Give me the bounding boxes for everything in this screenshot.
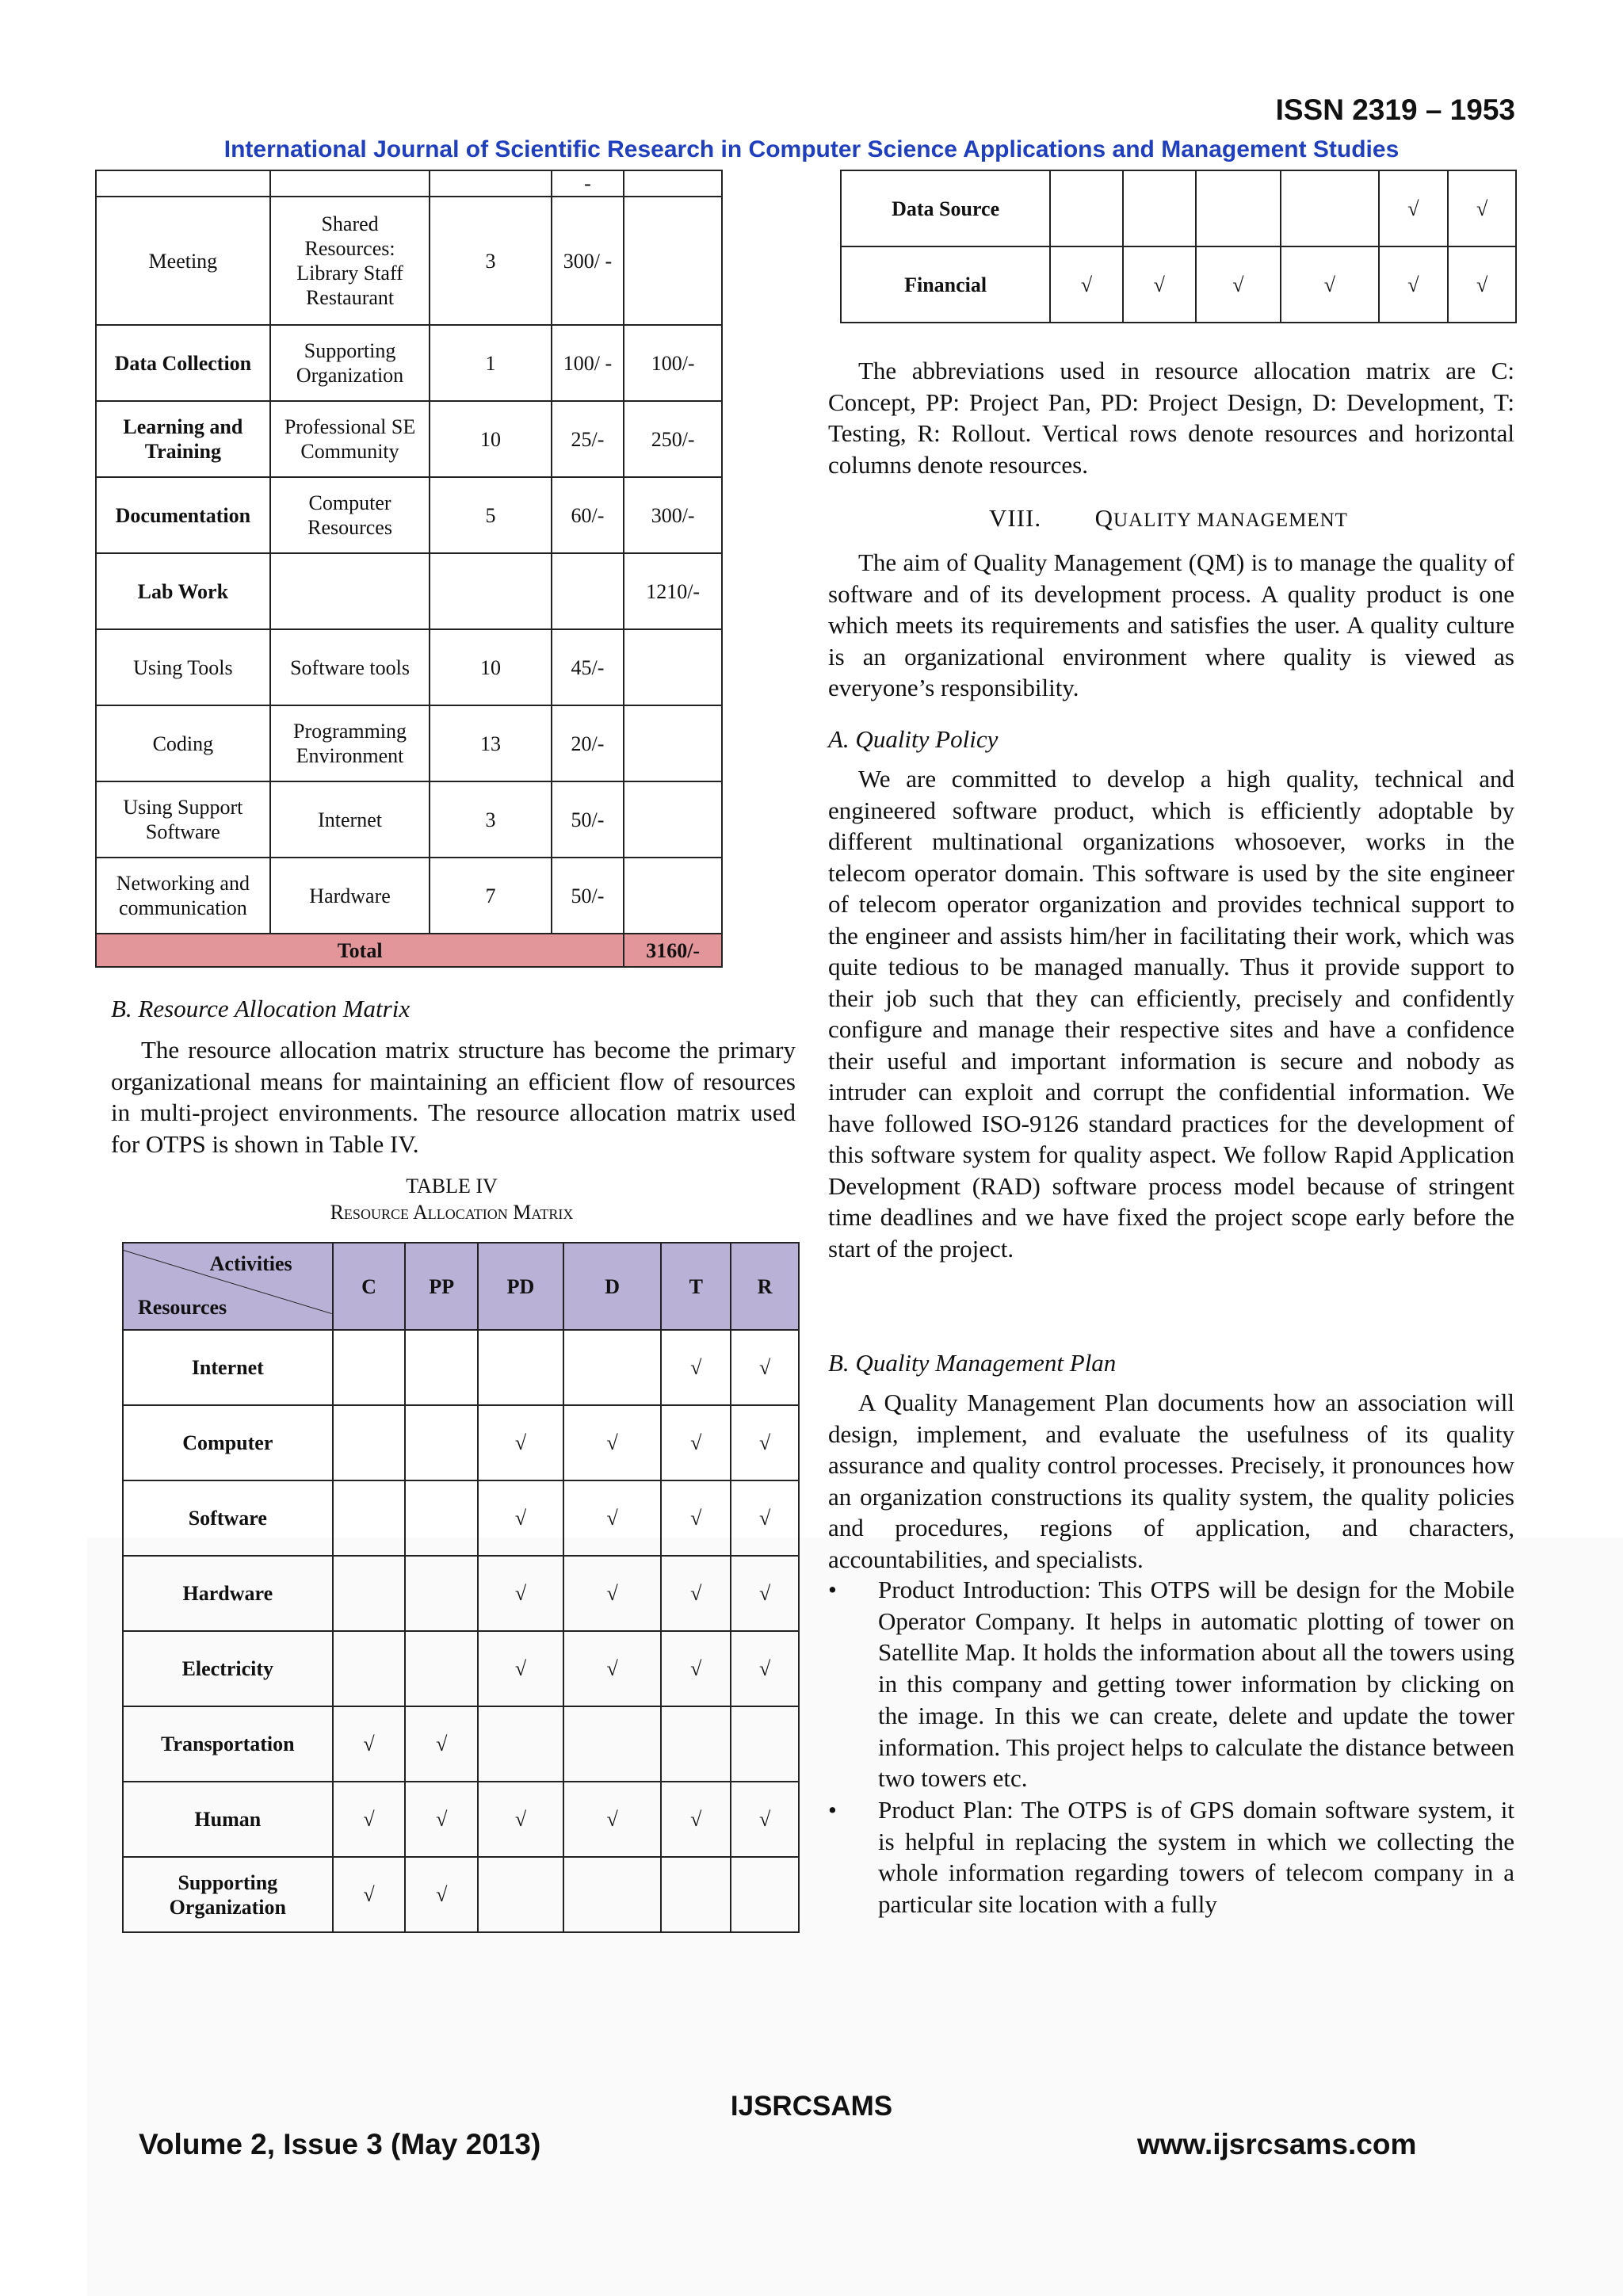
matrix-row (123, 1480, 799, 1556)
qty-cell: 13 (430, 705, 551, 781)
matrix-cell: √ (478, 1556, 563, 1631)
table-title: Resource Allocation Matrix (330, 1201, 574, 1224)
matrix-row-label: Software (123, 1480, 333, 1556)
matrix-corner-cell (123, 1243, 333, 1330)
matrix-cell (333, 1556, 406, 1631)
bullet-text: Product Introduction: This OTPS will be design for the Mobile Operator Company. It helps in automatic plotting of tower on Satellite Map. It holds the information about all the towers using in this company and getting tower information by clicking on the image. In this we can create, delete and update the tower information. This project helps to calculate the distance between two towers etc. (878, 1576, 1514, 1793)
table-row (96, 553, 722, 629)
cost-cell: 50/- (552, 858, 624, 934)
table-row (96, 781, 722, 858)
cost-cell: 100/ - (552, 325, 624, 401)
total-cell (624, 629, 722, 705)
section-number: VIII. (989, 504, 1042, 532)
matrix-cell: √ (731, 1480, 799, 1556)
matrix-header-row (123, 1243, 799, 1330)
corner-activities-label: Activities (209, 1252, 292, 1275)
activity-cell: Data Collection (96, 325, 270, 401)
table-row (96, 170, 722, 197)
footer-volume: Volume 2, Issue 3 (May 2013) (139, 2128, 541, 2160)
list-item (828, 1574, 1514, 1794)
matrix-column-header: D (563, 1243, 662, 1330)
matrix-cell (661, 1706, 731, 1782)
matrix-cell: √ (661, 1631, 731, 1706)
cost-cell: 20/- (552, 705, 624, 781)
matrix-cell: √ (1123, 246, 1196, 323)
qm-plan-bullet-list (828, 1574, 1514, 1920)
bullet-icon: • (828, 1795, 837, 1824)
matrix-row (123, 1857, 799, 1932)
activity-cell: Using Support Software (96, 781, 270, 858)
resource-cell (270, 553, 430, 629)
matrix-cell: √ (405, 1857, 478, 1932)
matrix-column-header: R (731, 1243, 799, 1330)
activity-cell: Using Tools (96, 629, 270, 705)
section-title-rest: UALITY MANAGEMENT (1113, 510, 1348, 531)
matrix-cell: √ (478, 1405, 563, 1480)
matrix-cell (333, 1631, 406, 1706)
table-row (96, 477, 722, 553)
total-cell: 1210/- (624, 553, 722, 629)
matrix-cell: √ (731, 1782, 799, 1857)
matrix-cell (333, 1480, 406, 1556)
section-heading-resource-matrix: B. Resource Allocation Matrix (111, 995, 411, 1022)
cost-cell: 25/- (552, 401, 624, 477)
cost-cell: 60/- (552, 477, 624, 553)
matrix-row (123, 1556, 799, 1631)
total-cell (624, 705, 722, 781)
activity-cell: Networking and communication (96, 858, 270, 934)
matrix-cell: √ (405, 1706, 478, 1782)
matrix-cell: √ (563, 1556, 662, 1631)
bullet-icon: • (828, 1576, 837, 1603)
table-label: TABLE IV (406, 1175, 498, 1198)
matrix-cell (1281, 170, 1378, 246)
matrix-row-label: Computer (123, 1405, 333, 1480)
cost-table (95, 170, 723, 968)
matrix-cell (1050, 170, 1123, 246)
table-cell (624, 170, 722, 197)
total-cell: 100/- (624, 325, 722, 401)
cost-cell (552, 553, 624, 629)
matrix-row-label: Hardware (123, 1556, 333, 1631)
resource-cell: Shared Resources: Library Staff Restaurant (270, 197, 430, 325)
activity-cell: Coding (96, 705, 270, 781)
matrix-cell (661, 1857, 731, 1932)
footer-journal-abbrev: IJSRCSAMS (730, 2091, 893, 2122)
cost-cell: 300/ - (552, 197, 624, 325)
table-row (96, 858, 722, 934)
matrix-cell (333, 1330, 406, 1405)
resource-cell: Internet (270, 781, 430, 858)
matrix-cell: √ (478, 1480, 563, 1556)
quality-management-paragraph: The aim of Quality Management (QM) is to manage the quality of software and of its development process. A quality product is one which meets its requirements and satisfies the user. A quality culture is an organizational environment where quality is viewed as everyone’s responsibility. (828, 548, 1514, 701)
abbreviations-paragraph: The abbreviations used in resource allocation matrix are C: Concept, PP: Project Pan, PD: Project Design, D: Development, T: Testing, R: Rollout. Vertical rows denote resources and horizontal columns denote resources. (828, 357, 1514, 479)
qty-cell: 3 (430, 781, 551, 858)
matrix-column-header: PD (478, 1243, 563, 1330)
total-row (96, 934, 722, 967)
matrix-column-header: PP (405, 1243, 478, 1330)
matrix-cell (333, 1405, 406, 1480)
matrix-cell (405, 1480, 478, 1556)
qty-cell (430, 553, 551, 629)
matrix-cell: √ (563, 1631, 662, 1706)
table-row (96, 705, 722, 781)
bullet-text: Product Plan: The OTPS is of GPS domain software system, it is helpful in replacing the system in which we collecting the whole information regarding towers of telecom company in a particular site location with a fully (878, 1795, 1514, 1919)
total-cell: 250/- (624, 401, 722, 477)
matrix-row (841, 246, 1516, 323)
qty-cell: 10 (430, 629, 551, 705)
matrix-cell: √ (1196, 246, 1281, 323)
matrix-column-header: C (333, 1243, 406, 1330)
cost-cell: 45/- (552, 629, 624, 705)
matrix-row (123, 1631, 799, 1706)
total-cell: 300/- (624, 477, 722, 553)
resource-cell: Software tools (270, 629, 430, 705)
matrix-row (123, 1405, 799, 1480)
table-row (96, 629, 722, 705)
corner-resources-label: Resources (138, 1296, 227, 1319)
matrix-cell: √ (1050, 246, 1123, 323)
resource-matrix-continued (840, 170, 1517, 323)
matrix-cell: √ (563, 1480, 662, 1556)
issn-header: ISSN 2319 – 1953 (1275, 94, 1515, 126)
qty-cell: 3 (430, 197, 551, 325)
matrix-cell (563, 1330, 662, 1405)
matrix-cell (478, 1330, 563, 1405)
section-heading-qm-plan: B. Quality Management Plan (828, 1349, 1117, 1377)
matrix-row-label: Data Source (841, 170, 1050, 246)
matrix-cell: √ (563, 1405, 662, 1480)
matrix-cell: √ (1281, 246, 1378, 323)
matrix-cell: √ (1448, 170, 1516, 246)
matrix-row (123, 1782, 799, 1857)
matrix-column-header: T (661, 1243, 731, 1330)
matrix-cell: √ (731, 1330, 799, 1405)
matrix-cell (731, 1857, 799, 1932)
matrix-row-label: Electricity (123, 1631, 333, 1706)
table-cell (430, 170, 551, 197)
cost-cell: 50/- (552, 781, 624, 858)
matrix-row (123, 1706, 799, 1782)
table-cell (96, 170, 270, 197)
list-item (828, 1794, 1514, 1920)
matrix-cell (478, 1706, 563, 1782)
resource-cell: Computer Resources (270, 477, 430, 553)
matrix-row-label: Supporting Organization (123, 1857, 333, 1932)
qty-cell: 10 (430, 401, 551, 477)
activity-cell: Learning and Training (96, 401, 270, 477)
matrix-row-label: Human (123, 1782, 333, 1857)
matrix-row-label: Financial (841, 246, 1050, 323)
resource-cell: Supporting Organization (270, 325, 430, 401)
activity-cell: Documentation (96, 477, 270, 553)
matrix-cell: √ (333, 1782, 406, 1857)
matrix-cell: √ (333, 1706, 406, 1782)
section-heading-quality-policy: A. Quality Policy (828, 725, 999, 753)
matrix-row (841, 170, 1516, 246)
matrix-row-label: Transportation (123, 1706, 333, 1782)
matrix-cell: √ (563, 1782, 662, 1857)
matrix-cell (1196, 170, 1281, 246)
matrix-cell: √ (478, 1631, 563, 1706)
matrix-row (123, 1330, 799, 1405)
resource-cell: Programming Environment (270, 705, 430, 781)
matrix-cell: √ (405, 1782, 478, 1857)
matrix-cell (1123, 170, 1196, 246)
matrix-cell: √ (731, 1556, 799, 1631)
matrix-cell: √ (731, 1631, 799, 1706)
total-cell (624, 197, 722, 325)
matrix-cell (405, 1631, 478, 1706)
quality-policy-paragraph: We are committed to develop a high quality, technical and engineered software product, which is efficiently adoptable by different multinational organizations whosoever, works in the telecom operator domain. This software is used by the site engineer of telecom operator organization and provides technical support to the engineer and assists him/her in facilitating their work, which was quite tedious to be managed manually. Thus it provide support to their job such that they can efficiently, precisely and confidently configure and manage their respective sites and have a confidence their useful and important information is secure and nobody as intruder can exploit and corrupt the confidential information. We have followed ISO-9126 standard practices for the development of this software system for quality aspect. We follow Rapid Application Development (RAD) software process model because of stringent time deadlines and we have fixed the project scope early before the start of the project. (828, 765, 1514, 1263)
total-value: 3160/- (624, 934, 722, 967)
matrix-row-label: Internet (123, 1330, 333, 1405)
matrix-cell: √ (478, 1782, 563, 1857)
table-row (96, 197, 722, 325)
table-row (96, 401, 722, 477)
resource-allocation-matrix (122, 1242, 800, 1933)
resource-cell: Hardware (270, 858, 430, 934)
resource-matrix-paragraph: The resource allocation matrix structure has become the primary organizational means for maintaining an efficient flow of resources in multi-project environments. The resource allocation matrix used for OTPS is shown in Table IV. (111, 1036, 796, 1158)
matrix-cell (731, 1706, 799, 1782)
total-label: Total (96, 934, 624, 967)
table-row (96, 325, 722, 401)
matrix-cell: √ (661, 1405, 731, 1480)
matrix-cell: √ (1448, 246, 1516, 323)
qm-plan-paragraph: A Quality Management Plan documents how an association will design, implement, and evaluate the usefulness of its quality assurance and quality control processes. Precisely, it pronounces how an organization constructions its quality system, the quality policies and procedures, regions of application, and characters, accountabilities, and specialists. (828, 1389, 1514, 1573)
activity-cell: Lab Work (96, 553, 270, 629)
table-cell: - (552, 170, 624, 197)
total-cell (624, 858, 722, 934)
matrix-cell: √ (661, 1556, 731, 1631)
matrix-cell: √ (1379, 170, 1449, 246)
section-title-initial: Q (1094, 504, 1113, 532)
total-cell (624, 781, 722, 858)
matrix-cell: √ (661, 1782, 731, 1857)
qty-cell: 5 (430, 477, 551, 553)
section-heading-quality-management (989, 504, 1348, 533)
matrix-cell (563, 1706, 662, 1782)
resource-cell: Professional SE Community (270, 401, 430, 477)
matrix-cell: √ (731, 1405, 799, 1480)
matrix-cell: √ (661, 1480, 731, 1556)
matrix-cell (563, 1857, 662, 1932)
matrix-cell (478, 1857, 563, 1932)
journal-title: International Journal of Scientific Research in Computer Science Applications and Management Studies (223, 136, 1400, 162)
footer-website-link[interactable]: www.ijsrcsams.com (1137, 2128, 1417, 2160)
matrix-cell: √ (333, 1857, 406, 1932)
matrix-cell: √ (1379, 246, 1449, 323)
activity-cell: Meeting (96, 197, 270, 325)
matrix-cell (405, 1330, 478, 1405)
matrix-cell: √ (661, 1330, 731, 1405)
table-cell (270, 170, 430, 197)
matrix-cell (405, 1405, 478, 1480)
qty-cell: 7 (430, 858, 551, 934)
qty-cell: 1 (430, 325, 551, 401)
matrix-cell (405, 1556, 478, 1631)
